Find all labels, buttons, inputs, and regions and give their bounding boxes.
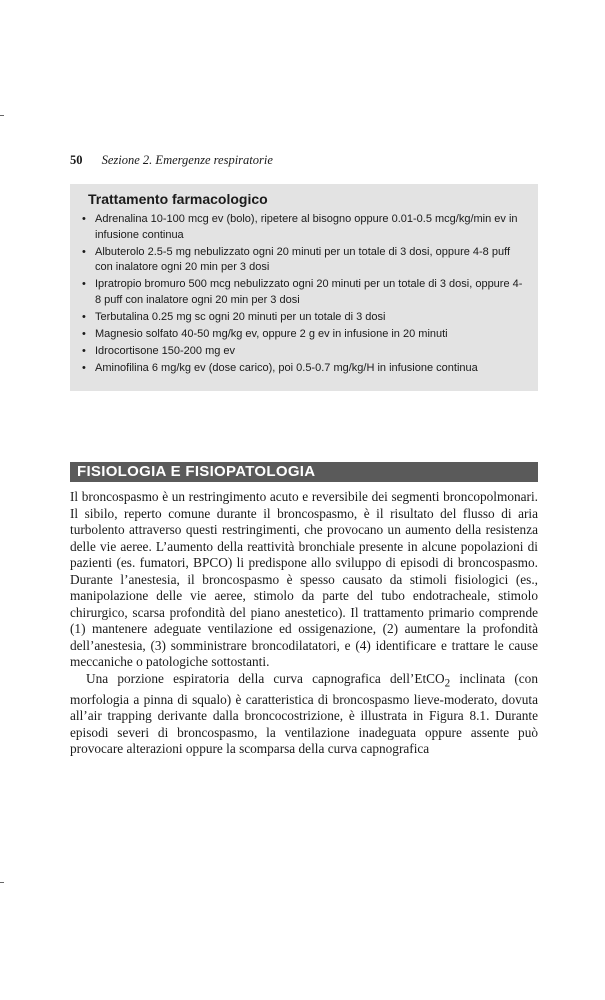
treatment-list	[82, 212, 528, 377]
list-item: • Aminofilina 6 mg/kg ev (dose carico), poi 0.5-0.7 mg/kg/H in infusione continua	[82, 361, 528, 377]
crop-mark-bottom	[0, 882, 4, 883]
list-item: • Ipratropio bromuro 500 mcg nebulizzato ogni 20 minuti per un totale di 3 dosi, oppure 4-8 puff con inalatore ogni 20 min per 3 dosi	[82, 277, 528, 308]
treatment-box	[70, 184, 538, 391]
list-item: • Adrenalina 10-100 mcg ev (bolo), ripetere al bisogno oppure 0.01-0.5 mcg/kg/min ev in infusione continua	[82, 212, 528, 243]
page-number: 50	[70, 153, 83, 167]
paragraph-1: Il broncospasmo è un restringimento acuto e reversibile dei segmenti broncopolmonari. Il sibilo, reperto comune durante il broncospasmo, è il risultato del flusso di aria turbolento attraverso questi restringimenti, che provocano un aumento della resistenza delle vie aeree. L’aumento della reattività bronchiale presente in alcune popolazioni di pazienti (es. fumatori, BPCO) li predispone allo sviluppo di episodi di broncospasmo. Durante l’anestesia, il broncospasmo è spesso causato da stimoli fisiologici (es., manipolazione delle vie aeree, stimolo da parte del tubo endotracheale, stimolo chirurgico, scarsa profondità del piano anestetico). Il trattamento primario comprende (1) mantenere adeguate ventilazione ed ossigenazione, (2) aumentare la profondità dell’anestesia, (3) somministrare broncodilatatori, e (4) identificare e trattare le cause meccaniche o patologiche sottostanti.	[70, 489, 538, 669]
list-item: • Idrocortisone 150-200 mg ev	[82, 344, 528, 360]
co2-subscript: 2	[444, 677, 451, 690]
section-heading: FISIOLOGIA E FISIOPATOLOGIA	[70, 462, 538, 482]
running-header	[70, 153, 273, 168]
body-text	[70, 489, 538, 758]
list-item: • Albuterolo 2.5-5 mg nebulizzato ogni 20 minuti per un totale di 3 dosi, oppure 4-8 puff con inalatore ogni 20 min per 3 dosi	[82, 245, 528, 276]
section-title: Sezione 2. Emergenze respiratorie	[101, 153, 273, 167]
list-item: • Magnesio solfato 40-50 mg/kg ev, oppure 2 g ev in infusione in 20 minuti	[82, 327, 528, 343]
crop-mark-top	[0, 115, 4, 116]
paragraph-2-part-1: Una porzione espiratoria della curva capnografica dell’EtCO	[86, 670, 445, 686]
treatment-box-title: Trattamento farmacologico	[88, 191, 268, 207]
list-item: • Terbutalina 0.25 mg sc ogni 20 minuti per un totale di 3 dosi	[82, 310, 528, 326]
paragraph-2	[70, 671, 538, 758]
paragraph-2-part-2: inclinata (con morfologia a pinna di squalo) è caratteristica di broncospasmo lieve-moderato, dovuta all’air trapping derivante dalla broncocostrizione, è illustrata in Figura 8.1. Durante episodi severi di broncospasmo, la ventilazione inadeguata oppure assente può provocare alterazioni oppure la scomparsa della curva capnografica	[70, 670, 538, 757]
